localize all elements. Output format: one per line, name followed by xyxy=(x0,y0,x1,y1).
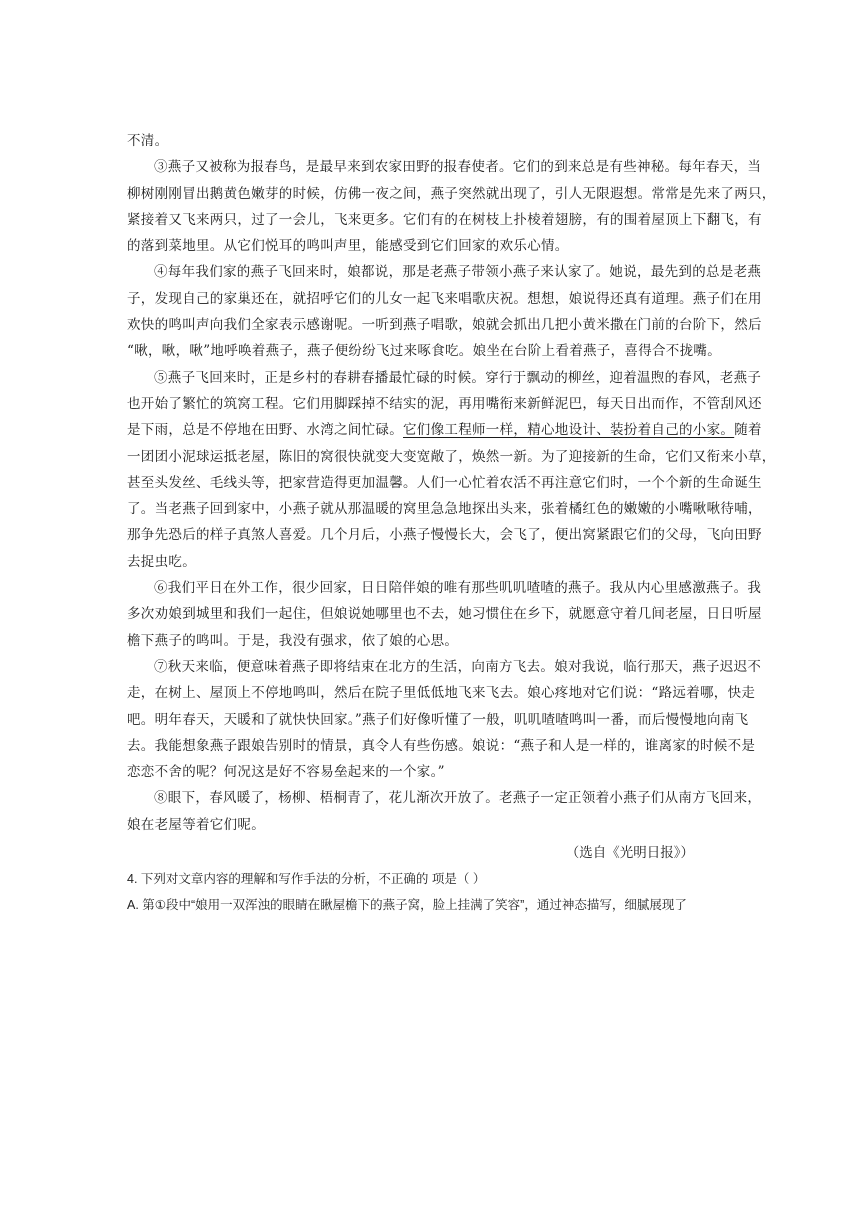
text-line: 恋恋不舍的呢？何况这是好不容易垒起来的一个家。” xyxy=(127,764,445,781)
text-line: 吧。明年春天，天暖和了就快快回家。”燕子们好像听懂了一般，叽叽喳喳鸣叫一番，而后慢慢地向南飞 xyxy=(127,711,749,728)
paragraph-8 xyxy=(127,785,762,838)
text-line: “啾，啾，啾”地呼唤着燕子，燕子便纷纷飞过来啄食吃。娘坐在台阶上看着燕子，喜得合不拢嘴。 xyxy=(127,343,722,360)
paragraph-4 xyxy=(127,259,762,364)
source-citation: （选自《光明日报》） xyxy=(565,845,694,862)
text-line: 柳树刚刚冒出鹅黄色嫩芽的时候，仿佛一夜之间，燕子突然就出现了，引人无限遐想。常常是先来了两只， xyxy=(127,185,776,202)
passage-body xyxy=(127,128,776,918)
paragraph-5 xyxy=(127,365,776,575)
text-line: ③燕子又被称为报春鸟，是最早来到农家田野的报春使者。它们的到来总是有些神秘。每年春天，当 xyxy=(154,159,762,176)
text-line: ④每年我们家的燕子飞回来时，娘都说，那是老燕子带领小燕子来认家了。她说，最先到的总是老燕 xyxy=(154,264,762,281)
text-line: 不清。 xyxy=(127,133,169,149)
text-line: 甚至头发丝、毛线头等，把家营造得更加温馨。人们一心忙着农活不再注意它们时，一个个新的生命诞生 xyxy=(127,474,762,491)
text-line: ⑤燕子飞回来时，正是乡村的春耕春播最忙碌的时候。穿行于飘动的柳丝，迎着温煦的春风，老燕子 xyxy=(154,369,762,386)
text-line: 也开始了繁忙的筑窝工程。它们用脚踩掉不结实的泥，再用嘴衔来新鲜泥巴，每天日出而作，不管刮风还 xyxy=(127,395,762,412)
text-line: 去捉虫吃。 xyxy=(127,553,196,570)
text-line: 那争先恐后的样子真煞人喜爱。几个月后，小燕子慢慢长大，会飞了，便出窝紧跟它们的父母，飞向田野 xyxy=(127,527,762,544)
question-stem: 4. 下列对文章内容的理解和写作手法的分析，不正确的 项是（ ） xyxy=(127,872,486,887)
text-line: 娘在老屋等着它们呢。 xyxy=(127,816,265,833)
text-line: 檐下燕子的鸣叫。于是，我没有强求，依了娘的心思。 xyxy=(127,632,459,649)
underlined-sentence: 它们像工程师一样，精心地设计、装扮着自己的小家。 xyxy=(403,422,735,439)
paragraph-3 xyxy=(127,154,776,259)
text-line: 紧接着又飞来两只，过了一会儿，飞来更多。它们有的在树枝上扑棱着翅膀，有的围着屋顶上下翻飞，有 xyxy=(127,211,762,228)
text-line xyxy=(127,417,762,443)
text-line: 的落到菜地里。从它们悦耳的鸣叫声里，能感受到它们回家的欢乐心情。 xyxy=(127,238,569,255)
text-segment: 是下雨，总是不停地在田野、水湾之间忙碌。 xyxy=(127,422,403,439)
paragraph-1-tail xyxy=(127,128,694,154)
paragraph-6 xyxy=(127,575,762,654)
text-segment: 随着 xyxy=(734,422,762,439)
text-line: 多次劝娘到城里和我们一起住，但娘说她哪里也不去，她习惯住在乡下，就愿意守着几间老屋，日日听屋 xyxy=(127,606,762,623)
text-line: 子，发现自己的家巢还在，就招呼它们的儿女一起飞来唱歌庆祝。想想，娘说得还真有道理。燕子们在用 xyxy=(127,290,762,307)
text-line: ⑥我们平日在外工作，很少回家，日日陪伴娘的唯有那些叽叽喳喳的燕子。我从内心里感激燕子。我 xyxy=(154,580,762,597)
text-line: 去。我能想象燕子跟娘告别时的情景，真令人有些伤感。娘说：“燕子和人是一样的，谁离家的时候不是 xyxy=(127,737,756,754)
text-line: ⑦秋天来临，便意味着燕子即将结束在北方的生活，向南方飞去。娘对我说，临行那天，燕子迟迟不 xyxy=(154,658,762,675)
text-line: 一团团小泥球运抵老屋，陈旧的窝很快就变大变宽敞了，焕然一新。为了迎接新的生命，它们又衔来小草， xyxy=(127,448,776,465)
text-line: 了。当老燕子回到家中，小燕子就从那温暖的窝里急急地探出头来，张着橘红色的嫩嫩的小嘴啾啾待哺， xyxy=(127,501,762,518)
paragraph-7 xyxy=(127,654,762,785)
text-line: 走，在树上、屋顶上不停地鸣叫，然后在院子里低低地飞来飞去。娘心疼地对它们说：“路远着哪，快走 xyxy=(127,685,756,702)
text-line: ⑧眼下，春风暖了，杨柳、梧桐青了，花儿渐次开放了。老燕子一定正领着小燕子们从南方飞回来， xyxy=(154,790,762,807)
text-line: 欢快的鸣叫声向我们全家表示感谢呢。一听到燕子唱歌，娘就会抓出几把小黄米撒在门前的台阶下，然后 xyxy=(127,317,762,334)
question-option-a: A. 第①段中“娘用一双浑浊的眼睛在瞅屋檐下的燕子窝，脸上挂满了笑容”，通过神态描写，细腻展现了 xyxy=(127,898,687,913)
